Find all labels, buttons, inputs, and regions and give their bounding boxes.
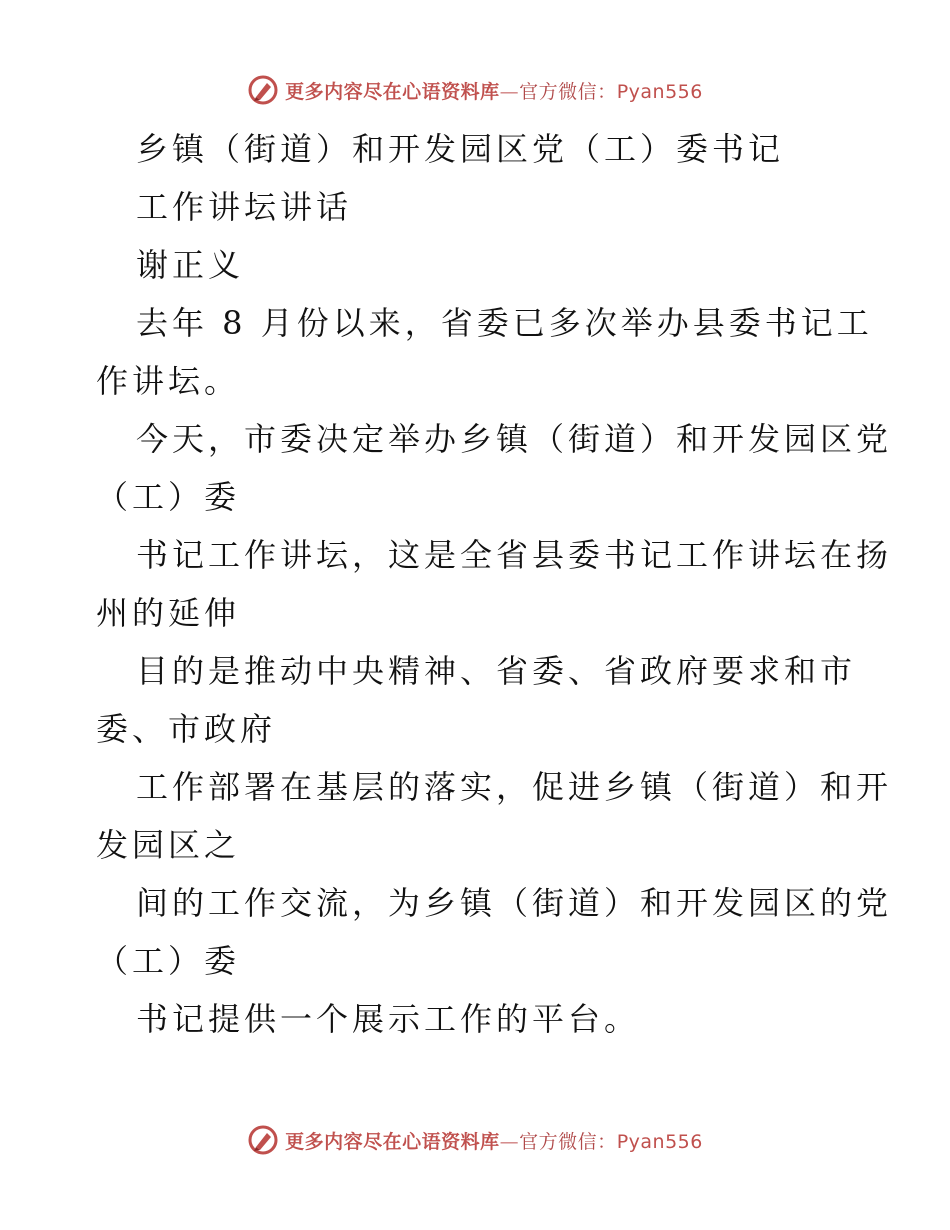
text-line: 州的延伸 bbox=[96, 594, 241, 632]
pen-logo-icon bbox=[247, 1124, 279, 1156]
pen-logo-icon bbox=[247, 74, 279, 106]
text-line: 工作讲坛讲话 bbox=[136, 188, 353, 226]
text-line: 书记工作讲坛，这是全省县委书记工作讲坛在扬 bbox=[136, 536, 893, 574]
text-line: 目的是推动中央精神、省委、省政府要求和市 bbox=[136, 652, 857, 690]
text-line: 去年 8 月份以来，省委已多次举办县委书记工 bbox=[136, 304, 873, 342]
footer-banner-wechat-id: Pyan556 bbox=[616, 1130, 703, 1153]
text-line: 书记提供一个展示工作的平台。 bbox=[136, 1000, 641, 1038]
footer-banner-text bbox=[285, 1127, 703, 1154]
header-banner-main: 更多内容尽在心语资料库 bbox=[285, 80, 500, 103]
footer-banner-wechat-label: 官方微信： bbox=[519, 1130, 617, 1153]
text-line: 谢正义 bbox=[136, 246, 245, 284]
text-line: 委、市政府 bbox=[96, 710, 277, 748]
footer-banner-main: 更多内容尽在心语资料库 bbox=[285, 1130, 500, 1153]
header-banner bbox=[0, 72, 950, 108]
footer-banner-dash: — bbox=[499, 1130, 520, 1153]
text-line: （工）委 bbox=[96, 942, 241, 980]
header-banner-text bbox=[285, 77, 703, 104]
header-banner-dash: — bbox=[499, 80, 520, 103]
text-line: 间的工作交流，为乡镇（街道）和开发园区的党 bbox=[136, 884, 893, 922]
text-line: 发园区之 bbox=[96, 826, 241, 864]
document-body bbox=[96, 120, 893, 1048]
text-line: 工作部署在基层的落实，促进乡镇（街道）和开 bbox=[136, 768, 893, 806]
text-line: 作讲坛。 bbox=[96, 362, 241, 400]
footer-banner bbox=[0, 1122, 950, 1158]
text-line: （工）委 bbox=[96, 478, 241, 516]
header-banner-wechat-label: 官方微信： bbox=[519, 80, 617, 103]
text-line: 乡镇（街道）和开发园区党（工）委书记 bbox=[136, 130, 785, 168]
header-banner-wechat-id: Pyan556 bbox=[616, 80, 703, 103]
text-line: 今天，市委决定举办乡镇（街道）和开发园区党 bbox=[136, 420, 893, 458]
